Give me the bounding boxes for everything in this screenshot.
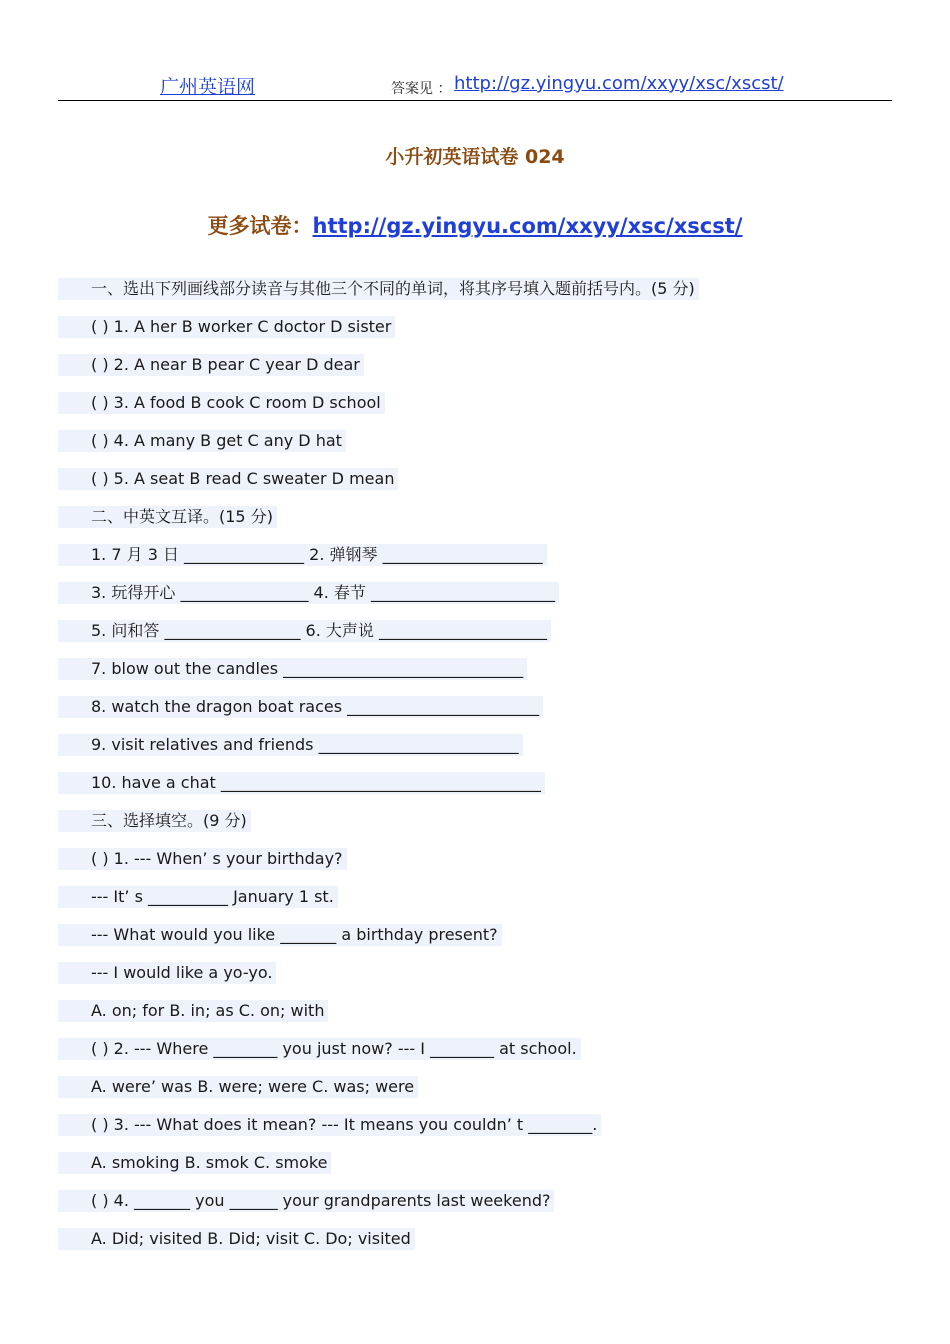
exam-line: 5. 问和答 _________________ 6. 大声说 _____________________ <box>58 620 551 642</box>
exam-line: ( ) 3. --- What does it mean? --- It means you couldn’ t ________. <box>58 1114 601 1136</box>
exam-line: A. smoking B. smok C. smoke <box>58 1152 331 1174</box>
exam-line: 7. blow out the candles ______________________________ <box>58 658 527 680</box>
exam-line: A. on; for B. in; as C. on; with <box>58 1000 328 1022</box>
exam-line: 一、选出下列画线部分读音与其他三个不同的单词，将其序号填入题前括号内。(5 分) <box>58 278 699 300</box>
exam-line: 8. watch the dragon boat races ________________________ <box>58 696 543 718</box>
page-header <box>58 72 892 101</box>
exam-line: ( ) 4. _______ you ______ your grandparents last weekend? <box>58 1190 554 1212</box>
exam-line: ( ) 4. A many B get C any D hat <box>58 430 346 452</box>
more-exams-label: 更多试卷： <box>207 214 313 238</box>
exam-line: ( ) 1. --- When’ s your birthday? <box>58 848 347 870</box>
answer-label: 答案见 ： <box>391 81 452 97</box>
exam-line: 三、选择填空。(9 分) <box>58 810 251 832</box>
exam-line: ( ) 2. A near B pear C year D dear <box>58 354 364 376</box>
exam-title: 小升初英语试卷 024 <box>385 146 565 168</box>
exam-line: ( ) 2. --- Where ________ you just now? --- I ________ at school. <box>58 1038 581 1060</box>
site-name-link[interactable]: 广州英语网 <box>160 76 256 98</box>
more-exams-link[interactable]: http://gz.yingyu.com/xxyy/xsc/xscst/ <box>312 214 743 238</box>
exam-line: ( ) 1. A her B worker C doctor D sister <box>58 316 395 338</box>
exam-line: --- What would you like _______ a birthday present? <box>58 924 502 946</box>
exam-line: 二、中英文互译。(15 分) <box>58 506 277 528</box>
answer-url-link[interactable]: http://gz.yingyu.com/xxyy/xsc/xscst/ <box>454 73 784 94</box>
exam-line: --- I would like a yo-yo. <box>58 962 276 984</box>
exam-line: A. Did; visited B. Did; visit C. Do; visited <box>58 1228 415 1250</box>
exam-line: ( ) 5. A seat B read C sweater D mean <box>58 468 398 490</box>
exam-line: --- It’ s __________ January 1 st. <box>58 886 338 908</box>
exam-line: 9. visit relatives and friends _________________________ <box>58 734 523 756</box>
exam-line: A. were’ was B. were; were C. was; were <box>58 1076 418 1098</box>
more-exams <box>0 210 950 240</box>
exam-line: ( ) 3. A food B cook C room D school <box>58 392 385 414</box>
exam-line: 10. have a chat ________________________________________ <box>58 772 545 794</box>
exam-content <box>58 278 699 1266</box>
exam-line: 1. 7 月 3 日 _______________ 2. 弹钢琴 ____________________ <box>58 544 547 566</box>
exam-line: 3. 玩得开心 ________________ 4. 春节 _______________________ <box>58 582 559 604</box>
